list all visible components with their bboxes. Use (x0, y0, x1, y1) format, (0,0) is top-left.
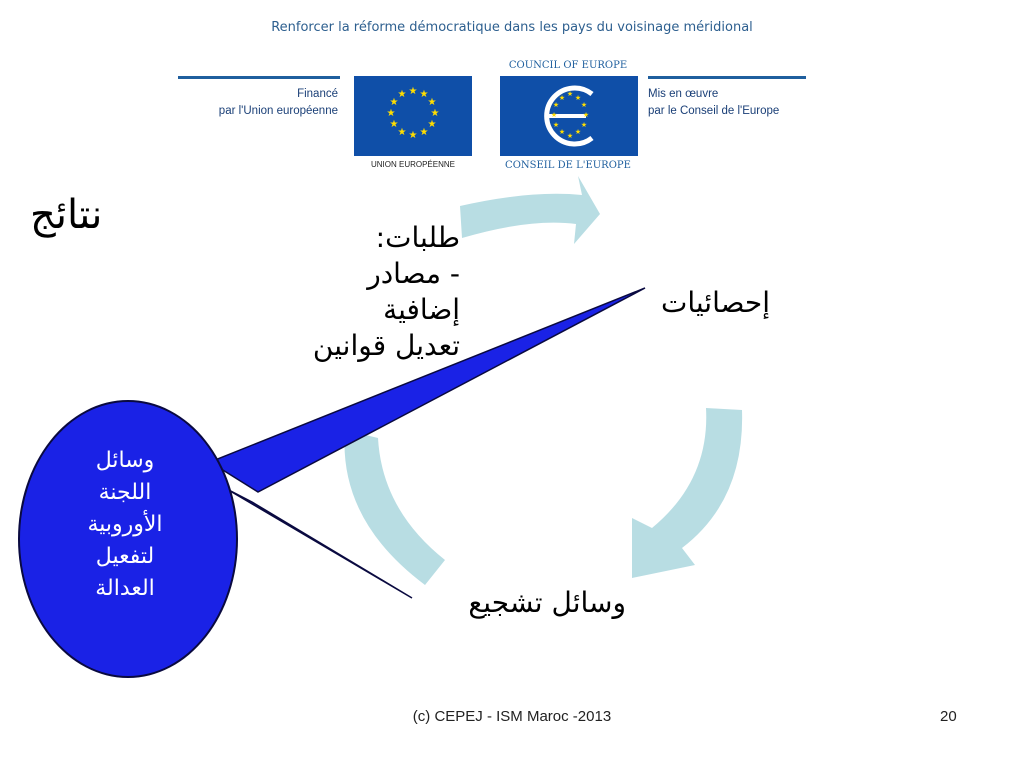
funded-line-1: Financé (297, 88, 338, 100)
page-number: 20 (940, 708, 957, 725)
cycle-arrow-right (632, 408, 742, 578)
svg-text:★: ★ (558, 128, 566, 136)
implemented-line-2: par le Conseil de l'Europe (648, 105, 780, 117)
requests-line-3: إضافية (383, 293, 460, 326)
callout-line-2: اللجنة (98, 480, 152, 505)
svg-text:★: ★ (389, 119, 399, 130)
svg-text:★: ★ (430, 108, 440, 119)
svg-text:★: ★ (389, 97, 399, 108)
coe-label-fr: CONSEIL DE L'EUROPE (505, 160, 631, 171)
callout-line-1: وسائل (95, 448, 155, 473)
svg-text:★: ★ (386, 108, 396, 119)
svg-text:★: ★ (427, 119, 437, 130)
svg-text:★: ★ (419, 89, 429, 100)
svg-text:★: ★ (566, 132, 574, 140)
requests-line-1: طلبات: (375, 221, 460, 254)
encouragement-label: وسائل تشجيع (468, 586, 626, 619)
requests-block (260, 220, 460, 364)
svg-text:★: ★ (558, 94, 566, 102)
svg-text:★: ★ (397, 127, 407, 138)
svg-text:★: ★ (408, 86, 418, 97)
funded-line-2: par l'Union européenne (218, 105, 338, 117)
svg-text:★: ★ (580, 101, 588, 109)
footer-credit: (c) CEPEJ - ISM Maroc -2013 (412, 708, 612, 725)
requests-line-2: - مصادر (367, 257, 460, 290)
svg-text:★: ★ (419, 127, 429, 138)
svg-text:★: ★ (552, 101, 560, 109)
svg-text:★: ★ (552, 121, 560, 129)
cycle-arrow-left (344, 430, 445, 585)
requests-line-4: تعديل قوانين (312, 329, 460, 362)
svg-text:★: ★ (566, 90, 574, 98)
coe-label-en: COUNCIL OF EUROPE (508, 60, 628, 71)
eu-label: UNION EUROPÉENNE (370, 160, 455, 169)
callout-line-4: لتفعيل (95, 544, 155, 569)
callout-line-5: العدالة (95, 576, 155, 601)
svg-text:★: ★ (574, 94, 582, 102)
implemented-line-1: Mis en œuvre (648, 88, 719, 100)
statistics-label: إحصائيات (660, 286, 770, 319)
svg-text:★: ★ (582, 111, 590, 119)
callout-text (30, 445, 220, 605)
callout-line-3: الأوروبية (87, 512, 163, 537)
slide-title: نتائج (30, 192, 103, 238)
svg-text:★: ★ (574, 128, 582, 136)
svg-text:★: ★ (550, 111, 558, 119)
svg-text:★: ★ (397, 89, 407, 100)
svg-text:★: ★ (427, 97, 437, 108)
cycle-arrow-top (460, 176, 600, 244)
svg-text:★: ★ (408, 130, 418, 141)
header-tagline: Renforcer la réforme démocratique dans les pays du voisinage méridional (271, 20, 753, 35)
svg-text:★: ★ (580, 121, 588, 129)
